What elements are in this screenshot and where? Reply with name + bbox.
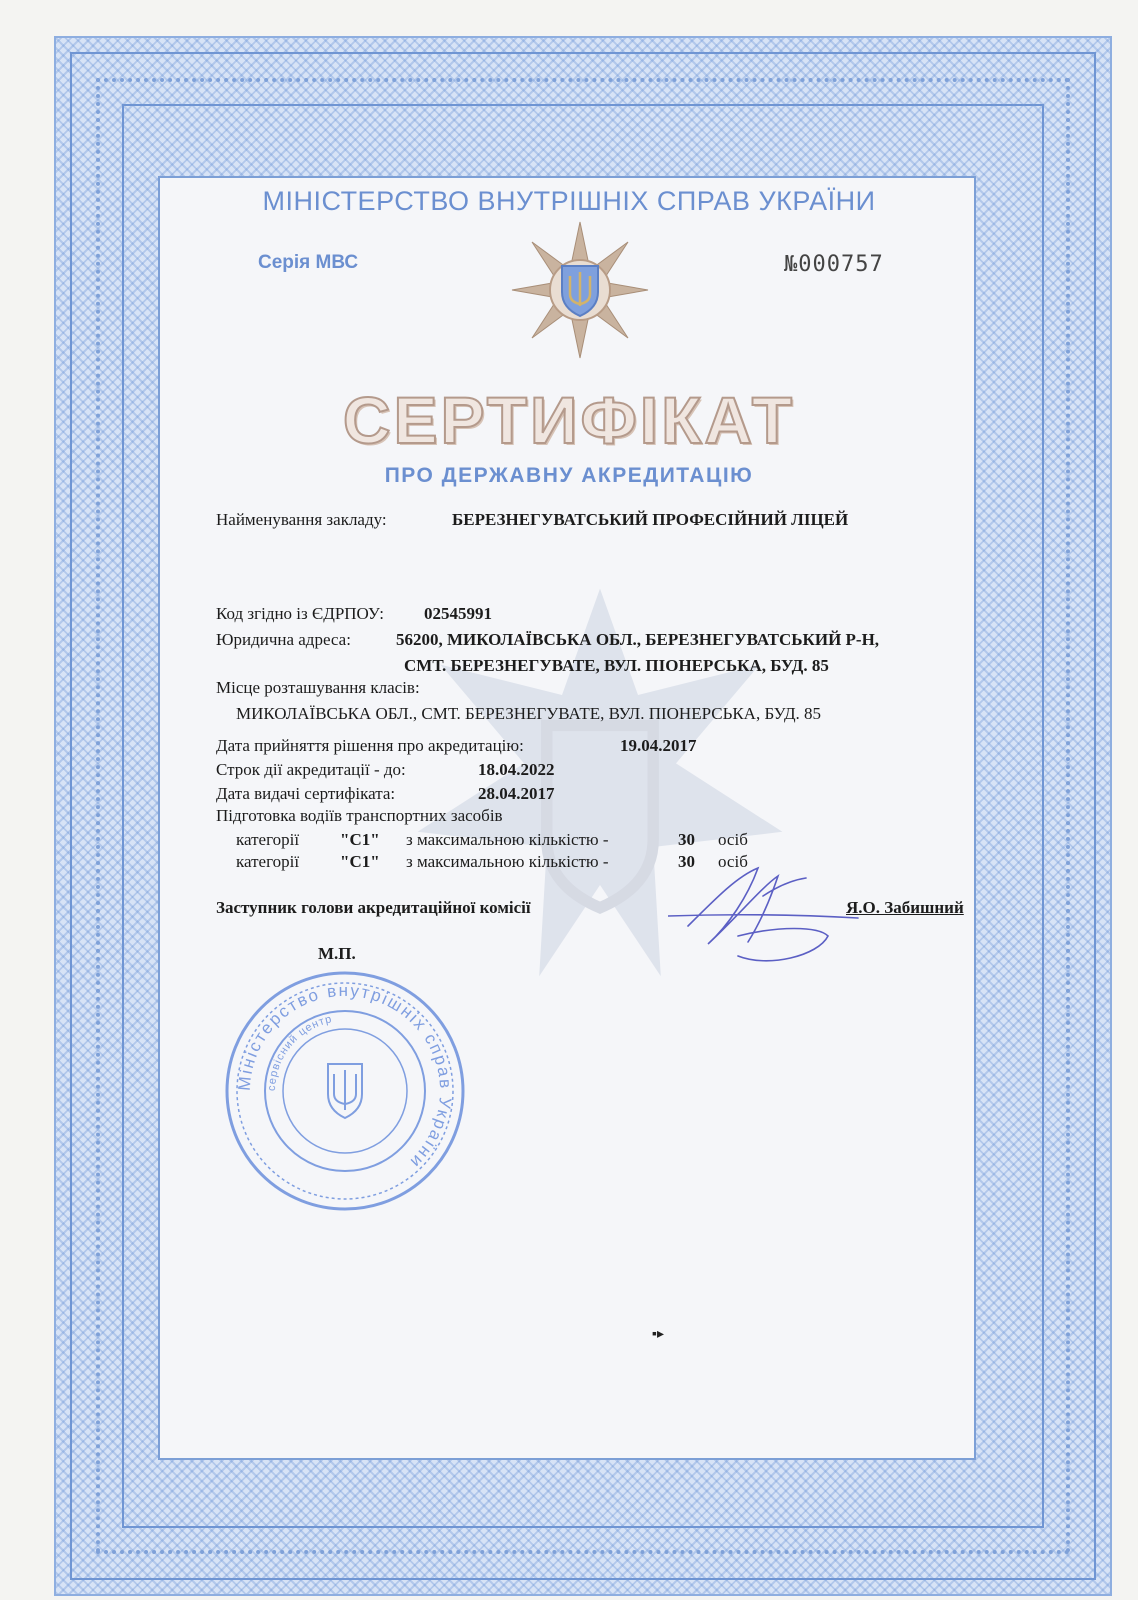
address-line-2: СМТ. БЕРЕЗНЕГУВАТЕ, ВУЛ. ПІОНЕРСЬКА, БУД. 85 [404, 656, 829, 675]
capacity-text: з максимальною кількістю - [406, 852, 609, 871]
ministry-title: МІНІСТЕРСТВО ВНУТРІШНІХ СПРАВ УКРАЇНИ [262, 186, 876, 216]
institution-value: БЕРЕЗНЕГУВАТСЬКИЙ ПРОФЕСІЙНИЙ ЛІЦЕЙ [452, 510, 849, 529]
stamp-ring-text: Міністерство внутрішніх справ України [234, 980, 456, 1173]
category-label: категорії [236, 852, 300, 871]
institution-label: Найменування закладу: [216, 510, 387, 529]
series-label: Серія МВС [258, 252, 359, 273]
ink-speck: ▪▸ [652, 1327, 664, 1342]
validity-label: Строк дії акредитації - до: [216, 760, 406, 779]
classes-label: Місце розташування класів: [216, 678, 420, 697]
category-value: "C1" [340, 830, 380, 849]
certificate-subtitle: ПРО ДЕРЖАВНУ АКРЕДИТАЦІЮ [384, 464, 754, 487]
official-stamp-icon [220, 966, 470, 1216]
stamp-inner-text: сервісний центр [265, 1013, 334, 1092]
training-label: Підготовка водіїв транспортних засобів [216, 806, 503, 825]
handwritten-signature-icon [668, 856, 868, 976]
edrpou-value: 02545991 [424, 604, 492, 623]
certificate-title: СЕРТИФІКАТ [342, 383, 796, 457]
issue-date-label: Дата видачі сертифіката: [216, 784, 396, 803]
capacity-text: з максимальною кількістю - [406, 830, 609, 849]
classes-value: МИКОЛАЇВСЬКА ОБЛ., СМТ. БЕРЕЗНЕГУВАТЕ, ВУЛ. ПІОНЕРСЬКА, БУД. 85 [236, 704, 822, 723]
decision-date-label: Дата прийняття рішення про акредитацію: [216, 736, 524, 755]
address-label: Юридична адреса: [216, 630, 351, 649]
capacity-count: 30 [678, 852, 695, 871]
decision-date-value: 19.04.2017 [620, 736, 697, 755]
signatory-name: Я.О. Забишний [846, 898, 964, 917]
category-value: "C1" [340, 852, 380, 871]
capacity-count: 30 [678, 830, 695, 849]
capacity-unit: осіб [718, 830, 748, 849]
edrpou-label: Код згідно із ЄДРПОУ: [216, 604, 384, 623]
issue-date-value: 28.04.2017 [478, 784, 555, 803]
ministry-emblem-icon [508, 218, 652, 362]
validity-value: 18.04.2022 [478, 760, 555, 779]
category-label: категорії [236, 830, 300, 849]
certificate-number: №000757 [784, 252, 884, 277]
signatory-position: Заступник голови акредитаційної комісії [216, 898, 531, 917]
seal-mark: М.П. [318, 944, 356, 963]
capacity-unit: осіб [718, 852, 748, 871]
address-line-1: 56200, МИКОЛАЇВСЬКА ОБЛ., БЕРЕЗНЕГУВАТСЬКИЙ Р-Н, [396, 630, 880, 649]
